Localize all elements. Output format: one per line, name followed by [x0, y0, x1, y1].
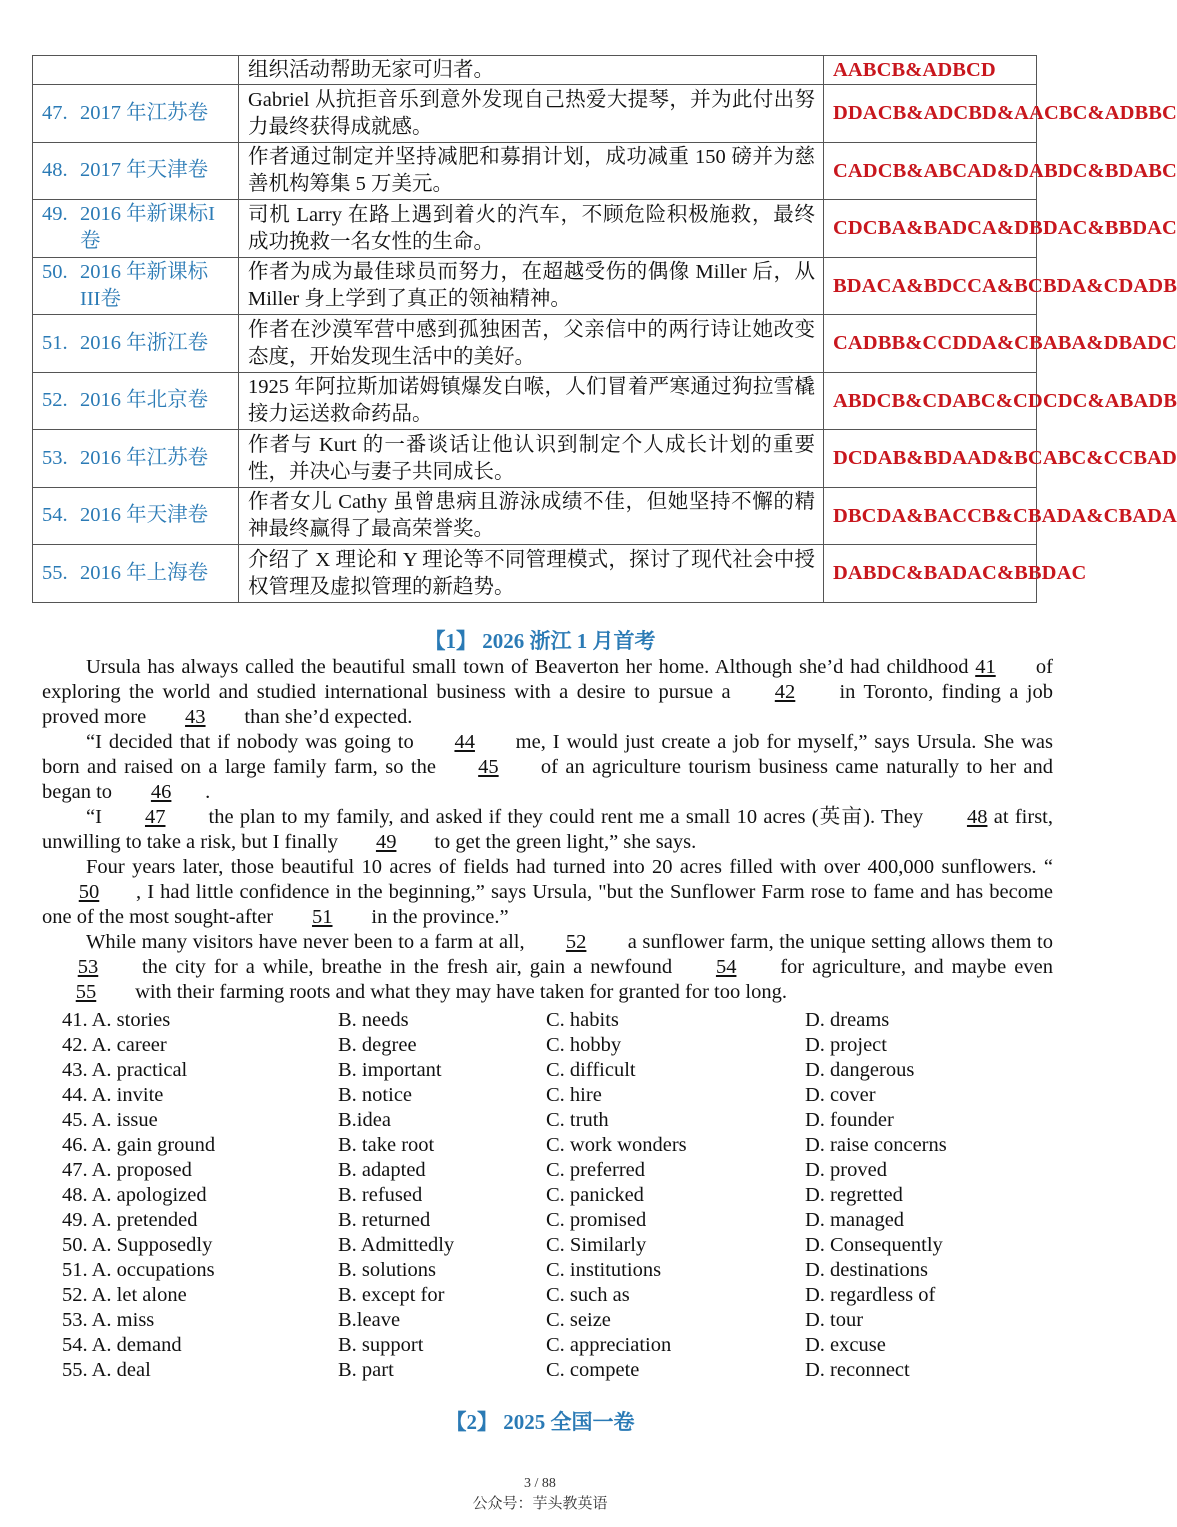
- table-row: [33, 257, 1037, 315]
- blank-45: 45: [478, 756, 499, 778]
- option-d: D. proved: [805, 1159, 887, 1181]
- option-row: [62, 1183, 1042, 1208]
- table-cell-summary: 作者为成为最佳球员而努力，在超越受伤的偶像 Miller 后，从 Miller 身上学到了真正的领袖精神。: [239, 257, 824, 315]
- option-a: 44. A. invite: [62, 1084, 164, 1106]
- passage-text: for agriculture, and maybe even: [772, 956, 1053, 978]
- option-b: B. adapted: [338, 1159, 426, 1181]
- option-b: B.leave: [338, 1309, 401, 1331]
- option-b: B. important: [338, 1059, 442, 1081]
- table-cell-answer-key: DDACB&ADCBD&AACBC&ADBBC: [824, 85, 1037, 143]
- option-a: 46. A. gain ground: [62, 1134, 216, 1156]
- blank-52: 52: [565, 931, 587, 953]
- passage-text: “I: [86, 806, 109, 828]
- blank-43: 43: [185, 706, 206, 728]
- passage-text: the city for a while, breathe in the fresh air, gain a newfound: [134, 956, 681, 978]
- row-number: 48.: [42, 159, 68, 182]
- table-cell-summary: 作者通过制定并坚持减肥和募捐计划，成功减重 150 磅并为慈善机构筹集 5 万美元。: [239, 142, 824, 200]
- option-row: [62, 1358, 1042, 1383]
- option-row: [62, 1233, 1042, 1258]
- passage-text: While many visitors have never been to a farm at all,: [86, 931, 531, 953]
- row-source: 2016 年上海卷: [80, 561, 209, 584]
- option-a: 55. A. deal: [62, 1359, 151, 1381]
- blank-41: 41: [975, 656, 996, 678]
- option-a: 52. A. let alone: [62, 1284, 187, 1306]
- passage-text: Ursula has always called the beautiful small town of Beaverton her home. Although she’d had childhood: [86, 656, 976, 678]
- option-a: 47. A. proposed: [62, 1159, 192, 1181]
- option-b: B. returned: [338, 1209, 431, 1231]
- option-b: B. notice: [338, 1084, 413, 1106]
- row-source-continued: 卷: [80, 230, 101, 253]
- table-row: [33, 315, 1037, 373]
- table-cell-summary: 司机 Larry 在路上遇到着火的汽车，不顾危险积极施救，最终成功挽救一名女性的生命。: [239, 200, 824, 258]
- passage-text: “I decided that if nobody was going to: [86, 731, 421, 753]
- table-row: [33, 430, 1037, 488]
- option-c: C. habits: [546, 1009, 619, 1031]
- footer-brand: 公众号：芋头教英语: [472, 1494, 608, 1512]
- option-c: C. promised: [546, 1209, 647, 1231]
- blank-53: 53: [77, 956, 99, 978]
- option-row: [62, 1258, 1042, 1283]
- row-number: 54.: [42, 504, 68, 527]
- passage-text: at first, unwilling to take a risk, but I finally: [42, 806, 1053, 853]
- option-d: D. dreams: [805, 1009, 890, 1031]
- row-source: 2017 年江苏卷: [80, 101, 209, 124]
- option-c: C. panicked: [546, 1184, 644, 1206]
- blank-47: 47: [144, 806, 166, 828]
- table-cell-answer-key: CDCBA&BADCA&DBDAC&BBDAC: [824, 200, 1037, 258]
- table-cell-source: [33, 315, 239, 373]
- option-d: D. reconnect: [805, 1359, 910, 1381]
- row-source: 2016 年新课标I: [80, 203, 215, 226]
- row-number: 47.: [42, 101, 68, 124]
- blank-51: 51: [312, 906, 333, 928]
- blank-50: 50: [78, 881, 100, 903]
- table-row: [33, 200, 1037, 258]
- table-cell-source: [33, 372, 239, 430]
- option-b: B. solutions: [338, 1259, 436, 1281]
- option-row: [62, 1158, 1042, 1183]
- section-title-2: 【2】 2025 全国一卷: [445, 1410, 635, 1434]
- row-source: 2016 年北京卷: [80, 389, 209, 412]
- passage-paragraph: [42, 730, 1053, 805]
- option-a: 48. A. apologized: [62, 1184, 207, 1206]
- option-c: C. Similarly: [546, 1234, 647, 1256]
- row-source: 2016 年江苏卷: [80, 446, 209, 469]
- option-row: [62, 1283, 1042, 1308]
- table-cell-source: [33, 257, 239, 315]
- table-cell-summary: 介绍了 X 理论和 Y 理论等不同管理模式，探讨了现代社会中授权管理及虚拟管理的新趋势。: [239, 545, 824, 603]
- passage-paragraph: [42, 855, 1053, 930]
- option-d: D. tour: [805, 1309, 864, 1331]
- option-b: B. part: [338, 1359, 394, 1381]
- table-cell-answer-key: ABDCB&CDABC&CDCDC&ABADB: [824, 372, 1037, 430]
- option-c: C. compete: [546, 1359, 640, 1381]
- option-d: D. project: [805, 1034, 887, 1056]
- passage-text: of an agriculture tourism business came naturally to her and began to: [42, 756, 1053, 803]
- passage-paragraph: [42, 655, 1053, 730]
- option-d: D. regardless of: [805, 1284, 936, 1306]
- row-source: 2016 年浙江卷: [80, 331, 209, 354]
- passage-text: in the province.”: [366, 906, 509, 928]
- table-cell-answer-key: AABCB&ADBCD: [824, 56, 1037, 85]
- table-cell-source: [33, 430, 239, 488]
- option-d: D. raise concerns: [805, 1134, 947, 1156]
- table-cell-answer-key: CADBB&CCDDA&CBABA&DBADC: [824, 315, 1037, 373]
- blank-42: 42: [774, 681, 796, 703]
- table-cell-summary: Gabriel 从抗拒音乐到意外发现自己热爱大提琴，并为此付出努力最终获得成就感。: [239, 85, 824, 143]
- answer-options: [62, 1008, 1042, 1383]
- table-cell-answer-key: DCDAB&BDAAD&BCABC&CCBAD: [824, 430, 1037, 488]
- option-a: 50. A. Supposedly: [62, 1234, 213, 1256]
- option-d: D. regretted: [805, 1184, 903, 1206]
- row-source: 2017 年天津卷: [80, 159, 209, 182]
- page-number: 3 / 88: [524, 1476, 556, 1491]
- option-b: B. refused: [338, 1184, 423, 1206]
- table-cell-answer-key: BDACA&BDCCA&BCBDA&CDADB: [824, 257, 1037, 315]
- option-d: D. managed: [805, 1209, 905, 1231]
- option-row: [62, 1083, 1042, 1108]
- option-b: B. Admittedly: [338, 1234, 455, 1256]
- table-cell-summary: 作者与 Kurt 的一番谈话让他认识到制定个人成长计划的重要性，并决心与妻子共同成长。: [239, 430, 824, 488]
- option-row: [62, 1308, 1042, 1333]
- option-b: B. support: [338, 1334, 424, 1356]
- option-d: D. excuse: [805, 1334, 886, 1356]
- option-c: C. hobby: [546, 1034, 622, 1056]
- option-c: C. preferred: [546, 1159, 646, 1181]
- option-row: [62, 1133, 1042, 1158]
- table-row: [33, 372, 1037, 430]
- option-row: [62, 1108, 1042, 1133]
- passage-paragraph: [42, 805, 1053, 855]
- passage-text: in Toronto, finding a job proved more: [42, 681, 1053, 728]
- blank-46: 46: [150, 781, 172, 803]
- table-cell-answer-key: DBCDA&BACCB&CBADA&CBADA: [824, 487, 1037, 545]
- table-cell-summary: 组织活动帮助无家可归者。: [239, 56, 824, 85]
- row-number: 51.: [42, 331, 68, 354]
- option-b: B. degree: [338, 1034, 417, 1056]
- cloze-passage: [42, 655, 1053, 1005]
- row-number: 55.: [42, 561, 68, 584]
- blank-55: 55: [75, 981, 97, 1003]
- blank-48: 48: [966, 806, 988, 828]
- option-c: C. institutions: [546, 1259, 662, 1281]
- row-source: 2016 年新课标: [80, 260, 209, 283]
- row-source: 2016 年天津卷: [80, 504, 209, 527]
- option-c: C. difficult: [546, 1059, 636, 1081]
- option-a: 42. A. career: [62, 1034, 167, 1056]
- option-d: D. cover: [805, 1084, 876, 1106]
- option-a: 41. A. stories: [62, 1009, 171, 1031]
- option-a: 45. A. issue: [62, 1109, 158, 1131]
- table-row: [33, 487, 1037, 545]
- option-b: B. except for: [338, 1284, 445, 1306]
- option-row: [62, 1208, 1042, 1233]
- option-row: [62, 1333, 1042, 1358]
- row-number: 49.: [42, 203, 68, 226]
- table-cell-summary: 作者女儿 Cathy 虽曾患病且游泳成绩不佳，但她坚持不懈的精神最终赢得了最高荣誉奖。: [239, 487, 824, 545]
- option-row: [62, 1033, 1042, 1058]
- passage-text: me, I would just create a job for myself,” says Ursula. She was born and raised on a large family farm, so the: [42, 731, 1053, 778]
- passage-text: the plan to my family, and asked if they could rent me a small 10 acres (英亩). They: [202, 806, 930, 828]
- table-row: [33, 85, 1037, 143]
- option-a: 43. A. practical: [62, 1059, 188, 1081]
- blank-44: 44: [454, 731, 475, 753]
- passage-text: Four years later, those beautiful 10 acres of fields had turned into 20 acres filled with over 400,000 sunflowers. “: [86, 856, 1053, 878]
- option-row: [62, 1058, 1042, 1083]
- option-d: D. dangerous: [805, 1059, 915, 1081]
- option-d: D. destinations: [805, 1259, 928, 1281]
- passage-text: than she’d expected.: [239, 706, 413, 728]
- option-c: C. hire: [546, 1084, 602, 1106]
- row-number: 53.: [42, 446, 68, 469]
- table-cell-source: [33, 85, 239, 143]
- table-cell-answer-key: DABDC&BADAC&BBDAC: [824, 545, 1037, 603]
- passage-paragraph: [42, 930, 1053, 1005]
- passage-text: to get the green light,” she says.: [429, 831, 697, 853]
- table-row: [33, 545, 1037, 603]
- table-cell-summary: 1925 年阿拉斯加诺姆镇爆发白喉，人们冒着严寒通过狗拉雪橇接力运送救命药品。: [239, 372, 824, 430]
- option-c: C. such as: [546, 1284, 630, 1306]
- option-c: C. appreciation: [546, 1334, 672, 1356]
- option-b: B. needs: [338, 1009, 409, 1031]
- option-row: [62, 1008, 1042, 1033]
- row-number: 50.: [42, 260, 68, 283]
- table-cell-source: [33, 142, 239, 200]
- passage-text: a sunflower farm, the unique setting allows them to: [622, 931, 1053, 953]
- table-cell-summary: 作者在沙漠军营中感到孤独困苦，父亲信中的两行诗让她改变态度，开始发现生活中的美好。: [239, 315, 824, 373]
- table-cell-source: [33, 200, 239, 258]
- option-c: C. truth: [546, 1109, 609, 1131]
- option-a: 49. A. pretended: [62, 1209, 198, 1231]
- table-cell-source: [33, 487, 239, 545]
- table-cell-source: [33, 545, 239, 603]
- blank-54: 54: [715, 956, 737, 978]
- option-b: B.idea: [338, 1109, 391, 1131]
- passage-text: , I had little confidence in the beginning,” says Ursula, "but the Sunflower Farm rose to fame and has become one of the most sought-after: [42, 881, 1053, 928]
- passage-text: with their farming roots and what they may have taken for granted for too long.: [130, 981, 787, 1003]
- table-cell-answer-key: CADCB&ABCAD&DABDC&BDABC: [824, 142, 1037, 200]
- blank-49: 49: [375, 831, 397, 853]
- table-cell-source: [33, 56, 239, 85]
- row-source-continued: III卷: [80, 287, 121, 310]
- table-row: [33, 56, 1037, 85]
- option-b: B. take root: [338, 1134, 435, 1156]
- option-a: 54. A. demand: [62, 1334, 182, 1356]
- section-title-1: 【1】 2026 浙江 1 月首考: [424, 629, 656, 653]
- passage-text: .: [205, 781, 211, 803]
- row-number: 52.: [42, 389, 68, 412]
- option-a: 53. A. miss: [62, 1309, 155, 1331]
- passage-text: of exploring the world and studied international business with a desire to pursue a: [42, 656, 1054, 703]
- option-d: D. Consequently: [805, 1234, 943, 1256]
- answer-summary-table: [32, 55, 1177, 603]
- option-c: C. seize: [546, 1309, 611, 1331]
- option-c: C. work wonders: [546, 1134, 687, 1156]
- option-d: D. founder: [805, 1109, 894, 1131]
- table-row: [33, 142, 1037, 200]
- option-a: 51. A. occupations: [62, 1259, 215, 1281]
